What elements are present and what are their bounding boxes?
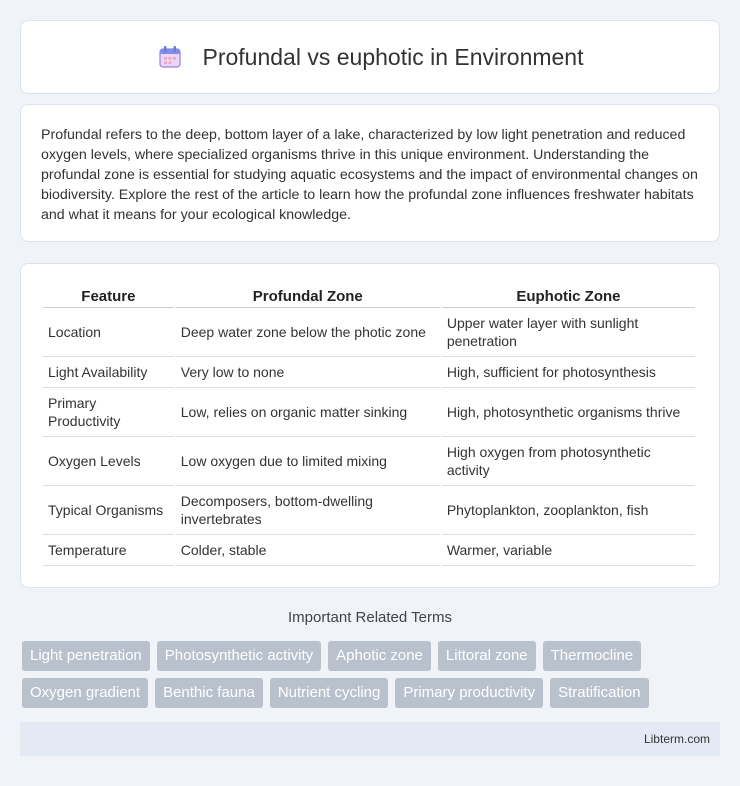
table-row — [43, 357, 695, 388]
table-cell: Temperature — [43, 535, 174, 566]
table-row — [43, 437, 695, 486]
tag-primary-productivity[interactable]: Primary productivity — [395, 678, 543, 708]
table-cell: High, photosynthetic organisms thrive — [442, 388, 695, 437]
tag-benthic-fauna[interactable]: Benthic fauna — [155, 678, 263, 708]
table-row — [43, 535, 695, 566]
table-cell: Typical Organisms — [43, 486, 174, 535]
table-cell: Oxygen Levels — [43, 437, 174, 486]
tag-stratification[interactable]: Stratification — [550, 678, 649, 708]
table-cell: Very low to none — [176, 357, 440, 388]
intro-paragraph: Profundal refers to the deep, bottom layer of a lake, characterized by low light penetration and reduced oxygen levels, where specialized organisms thrive in this unique environment. Understanding the profundal zone is essential for studying aquatic ecosystems and the impact of environmental changes on biodiversity. Explore the rest of the article to learn how the profundal zone influences freshwater habitats and what it means for your ecological knowledge. — [41, 127, 698, 223]
table-cell: High oxygen from photosynthetic activity — [442, 437, 695, 486]
table-row — [43, 308, 695, 357]
tag-thermocline[interactable]: Thermocline — [543, 641, 642, 671]
table-cell: Deep water zone below the photic zone — [176, 308, 440, 357]
tag-light-penetration[interactable]: Light penetration — [22, 641, 150, 671]
tag-oxygen-gradient[interactable]: Oxygen gradient — [22, 678, 148, 708]
comparison-table-card — [20, 263, 720, 588]
table-cell: Phytoplankton, zooplankton, fish — [442, 486, 695, 535]
header-card — [20, 20, 720, 94]
table-cell: High, sufficient for photosynthesis — [442, 357, 695, 388]
tag-photosynthetic-activity[interactable]: Photosynthetic activity — [157, 641, 321, 671]
related-terms-title: Important Related Terms — [288, 609, 452, 626]
table-cell: Location — [43, 308, 174, 357]
footer-brand-link[interactable]: Libterm.com — [643, 732, 710, 746]
calendar-icon — [157, 44, 183, 70]
related-terms-tags — [22, 641, 722, 715]
table-cell: Primary Productivity — [43, 388, 174, 437]
comparison-table — [41, 286, 697, 566]
page-title: Profundal vs euphotic in Environment — [202, 43, 584, 70]
tag-row — [22, 678, 722, 708]
table-row — [43, 486, 695, 535]
table-cell: Low oxygen due to limited mixing — [176, 437, 440, 486]
table-row — [43, 388, 695, 437]
table-header-profundal: Profundal Zone — [176, 286, 440, 308]
table-header-euphotic: Euphotic Zone — [442, 286, 695, 308]
intro-card — [20, 104, 720, 242]
table-cell: Upper water layer with sunlight penetration — [442, 308, 695, 357]
table-cell: Low, relies on organic matter sinking — [176, 388, 440, 437]
table-header-feature: Feature — [43, 286, 174, 308]
footer — [20, 722, 720, 756]
tag-aphotic-zone[interactable]: Aphotic zone — [328, 641, 431, 671]
tag-littoral-zone[interactable]: Littoral zone — [438, 641, 536, 671]
table-cell: Light Availability — [43, 357, 174, 388]
tag-row — [22, 641, 722, 671]
table-cell: Decomposers, bottom-dwelling invertebrates — [176, 486, 440, 535]
table-cell: Colder, stable — [176, 535, 440, 566]
table-cell: Warmer, variable — [442, 535, 695, 566]
tag-nutrient-cycling[interactable]: Nutrient cycling — [270, 678, 389, 708]
